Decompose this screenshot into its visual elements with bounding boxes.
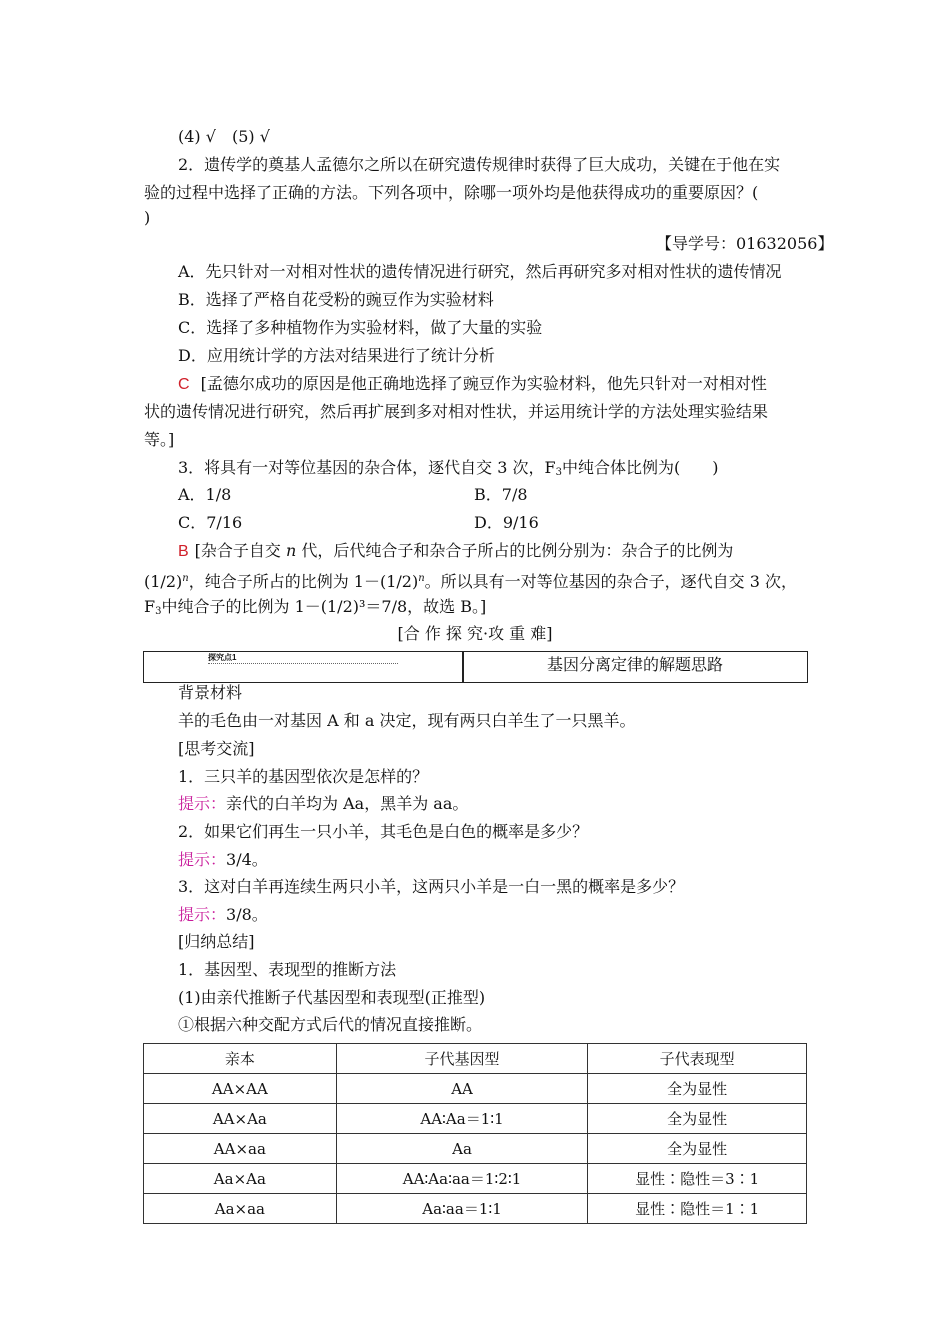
q3-exp2-b: ，纯合子所占的比例为 1－(1/2) [188, 572, 419, 591]
q3-exp1-n: n [286, 541, 297, 560]
q3-option-d: D．9/16 [474, 513, 539, 532]
table-cell: Aa [336, 1134, 588, 1164]
q3-exp2-c: 。所以具有一对等位基因的杂合子，逐代自交 3 次， [424, 572, 798, 591]
q2-exp-text1: [孟德尔成功的原因是他正确地选择了豌豆作为实验材料，他先只针对一对相对性 [200, 374, 767, 393]
table-cell: AA×Aa [144, 1104, 337, 1134]
q3-explanation-line3 [144, 597, 486, 622]
table-cell: 显性∶隐性＝1∶1 [588, 1194, 807, 1224]
table-header-cell: 亲本 [144, 1044, 337, 1074]
table-header-row [144, 1044, 807, 1074]
q3-explanation-line1 [178, 541, 733, 562]
q3-option-a: A．1/8 [178, 485, 232, 504]
q3-stem-a: 3．将具有一对等位基因的杂合体，逐代自交 3 次，F [178, 458, 556, 477]
q3-exp2-a: (1/2) [144, 572, 183, 591]
q3-exp2-n: n [182, 573, 189, 584]
hint-text-3: 3/8。 [226, 905, 268, 924]
table-cell: 全为显性 [588, 1134, 807, 1164]
hint-text-2: 3/4。 [226, 850, 268, 869]
table-row [144, 1134, 807, 1164]
q2-explanation-line1 [178, 374, 767, 395]
q3-exp3-sub: 3 [155, 606, 162, 617]
answer-marks: (4) √ (5) √ [178, 127, 270, 146]
table-row [144, 1164, 807, 1194]
background-title: 背景材料 [178, 683, 243, 702]
q3-exp1-a: [杂合子自交 [194, 541, 287, 560]
q2-option-d: D．应用统计学的方法对结果进行了统计分析 [178, 346, 495, 365]
q2-stem-line1: 2．遗传学的奠基人孟德尔之所以在研究遗传规律时获得了巨大成功，关键在于他在实 [178, 155, 781, 174]
q3-exp3-b: 中纯合子的比例为 1－(1/2)³＝7/8，故选 B。] [161, 597, 487, 616]
table-cell: 全为显性 [588, 1104, 807, 1134]
table-row [144, 1074, 807, 1104]
q2-stem-line2: 验的过程中选择了正确的方法。下列各项中，除哪一项外均是他获得成功的重要原因？( [144, 183, 759, 202]
q2-option-a: A．先只针对一对相对性状的遗传情况进行研究，然后再研究多对相对性状的遗传情况 [178, 262, 782, 281]
hint-text-1: 亲代的白羊均为 Aa，黑羊为 aa。 [226, 794, 469, 813]
table-cell: Aa∶aa＝1∶1 [336, 1194, 588, 1224]
q2-explanation-line3: 等。] [144, 430, 175, 449]
inquiry-point-label-cell [143, 651, 464, 683]
summary-point-1-1: (1)由亲代推断子代基因型和表现型(正推型) [178, 988, 486, 1007]
q3-exp2-n2: n [418, 573, 425, 584]
hint-label-3: 提示： [178, 905, 227, 924]
q2-option-b: B．选择了严格自花受粉的豌豆作为实验材料 [178, 290, 494, 309]
q3-option-b: B．7/8 [474, 485, 528, 504]
q3-stem-sub: 3 [555, 467, 563, 478]
table-cell: 全为显性 [588, 1074, 807, 1104]
q3-exp3-a: F [144, 597, 156, 616]
think-question-3: 3．这对白羊再连续生两只小羊，这两只小羊是一白一黑的概率是多少？ [178, 877, 685, 896]
q2-option-c: C．选择了多种植物作为实验材料，做了大量的实验 [178, 318, 543, 337]
hint-1 [178, 794, 468, 814]
q3-answer: B [178, 543, 189, 560]
hint-3 [178, 905, 268, 925]
table-cell: 显性∶隐性＝3∶1 [588, 1164, 807, 1194]
q3-option-c: C．7/16 [178, 513, 243, 532]
q3-stem [178, 458, 719, 483]
q2-stem-line3: ) [144, 208, 151, 227]
section-title: [合 作 探 究·攻 重 难] [397, 624, 553, 643]
table-header-cell: 子代基因型 [336, 1044, 588, 1074]
q3-stem-b: 中纯合体比例为( ) [562, 458, 719, 477]
table-row [144, 1194, 807, 1224]
think-heading: [思考交流] [178, 739, 255, 758]
table-row [144, 1104, 807, 1134]
inquiry-point-label: 探究点1 [208, 653, 237, 662]
hint-label-2: 提示： [178, 850, 227, 869]
table-cell: AA∶Aa∶aa＝1∶2∶1 [336, 1164, 588, 1194]
summary-point-1-1-a: ①根据六种交配方式后代的情况直接推断。 [178, 1015, 483, 1034]
q2-answer: C [178, 376, 190, 393]
background-text: 羊的毛色由一对基因 A 和 a 决定，现有两只白羊生了一只黑羊。 [178, 711, 636, 730]
q3-exp1-b: 代，后代纯合子和杂合子所占的比例分别为：杂合子的比例为 [296, 541, 734, 560]
table-cell: AA×aa [144, 1134, 337, 1164]
table-cell: AA×AA [144, 1074, 337, 1104]
think-question-2: 2．如果它们再生一只小羊，其毛色是白色的概率是多少？ [178, 822, 589, 841]
table-header-cell: 子代表现型 [588, 1044, 807, 1074]
summary-heading: [归纳总结] [178, 932, 255, 951]
hint-label-1: 提示： [178, 794, 227, 813]
inquiry-point-label-bar [208, 653, 398, 664]
inquiry-point-title: 基因分离定律的解题思路 [546, 655, 723, 674]
table-cell: Aa×Aa [144, 1164, 337, 1194]
q3-explanation-line2 [144, 569, 797, 592]
inquiry-point-title-cell [462, 651, 808, 683]
guide-number: 【导学号：01632056】 [656, 234, 834, 253]
think-question-1: 1．三只羊的基因型依次是怎样的？ [178, 767, 429, 786]
table-cell: AA [336, 1074, 588, 1104]
genotype-table [143, 1043, 807, 1224]
hint-2 [178, 850, 268, 870]
table-cell: Aa×aa [144, 1194, 337, 1224]
summary-point-1: 1．基因型、表现型的推断方法 [178, 960, 397, 979]
table-cell: AA∶Aa＝1∶1 [336, 1104, 588, 1134]
q2-explanation-line2: 状的遗传情况进行研究，然后再扩展到多对相对性状，并运用统计学的方法处理实验结果 [144, 402, 769, 421]
